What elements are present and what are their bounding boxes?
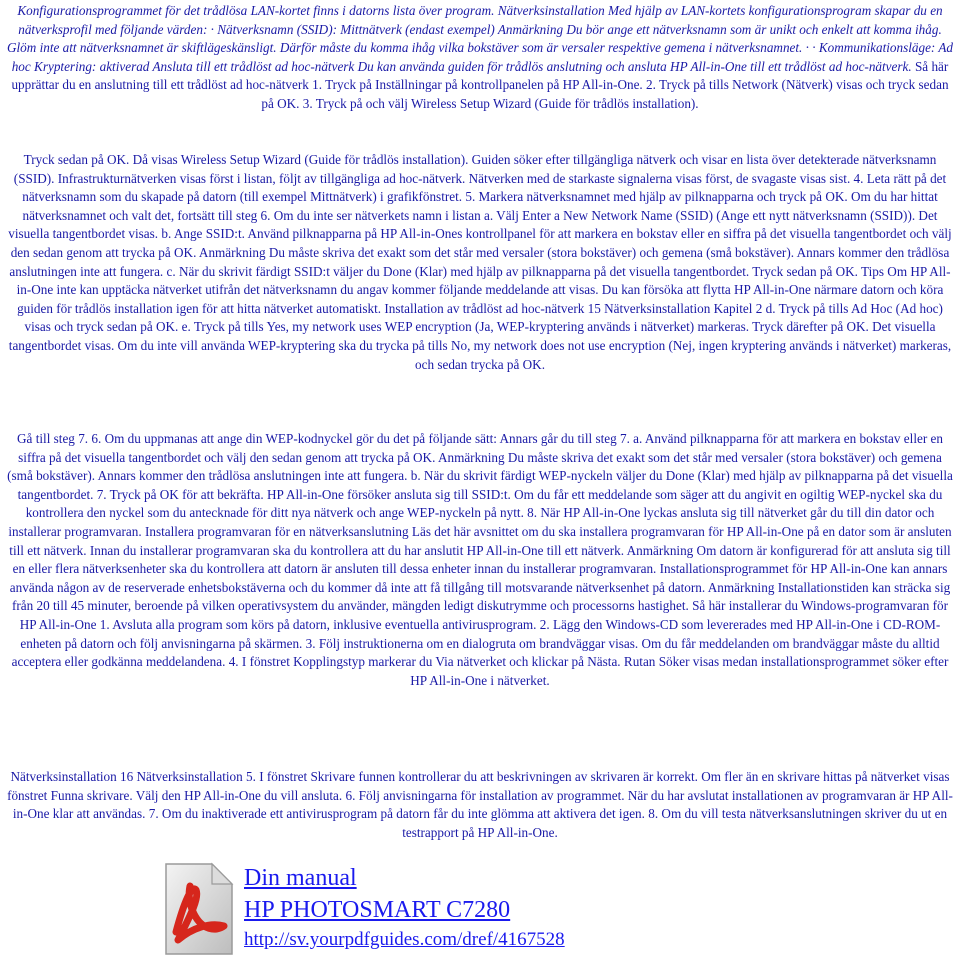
product-name-link[interactable]: HP PHOTOSMART C7280 xyxy=(244,897,511,923)
manual-link-block xyxy=(244,864,565,952)
footer-banner xyxy=(0,858,960,963)
paragraph-wireless-setup xyxy=(0,2,960,114)
manual-url-link[interactable]: http://sv.yourpdfguides.com/dref/4167528 xyxy=(244,929,565,950)
paragraph-wizard-steps xyxy=(0,151,960,374)
paragraph-text-segment: Tryck sedan på OK. Då visas Wireless Setup Wizard (Guide för trådlös installation). Guiden söker efter tillgängliga nätverk och visar en lista över detekterade nätverksnamn (SSID). Infrastrukturnätverken visas först i listan, följt av tillgängliga ad hoc-nätverk. Nätverken med de starkaste signalerna visas först, de svagaste visas sist. 4. Leta rätt på det nätverksnamn som du skapade på datorn (till exempel Mittnätverk) i grafikfönstret. 5. Markera nätverksnamnet med hjälp av pilknapparna och tryck på OK. Om du har hittat nätverksnamnet och valt det, fortsätt till steg 6. Om du inte ser nätverkets namn i listan a. Välj Enter a New Network Name (SSID) (Ange ett nytt nätverksnamn (SSID)). Det visuella tangentbordet visas. b. Ange SSID:t. Använd pilknapparna på HP All-in-Ones kontrollpanel för att markera en bokstav eller en siffra på det visuella tangentbordet och välj den sedan genom att trycka på OK. Anmärkning Du måste skriva det exakt som det står med versaler (stora bokstäver) och gemena (små bokstäver). Annars kommer den trådlösa anslutningen inte att fungera. c. När du skrivit färdigt SSID:t väljer du Done (Klar) med hjälp av pilknapparna på det visuella tangentbordet. Tryck sedan på OK. Tips Om HP All-in-One inte kan upptäcka nätverket utifrån det nätverksnamn du angav kommer följande meddelande att visas. Du kan försöka att flytta HP All-in-One närmare datorn och köra guiden för trådlös installation igen för att hitta nätverket automatiskt. Installation av trådlöst ad hoc-nätverk 15 Nätverksinstallation Kapitel 2 d. Tryck på tills Ad Hoc (Ad hoc) visas och tryck sedan på OK. e. Tryck på tills Yes, my network uses WEP encryption (Ja, WEP-kryptering används i nätverket) markeras. Tryck därefter på OK. Det visuella tangentbordet visas. Om du inte vill använda WEP-kryptering ska du trycka på tills No, my network does not use encryption (Nej, ingen kryptering används i nätverket) markeras, och sedan trycka på OK. xyxy=(8,152,952,372)
paragraph-text-segment: Nätverksinstallation Med hjälp av LAN-kortets konfigurationsprogram skapar du en nätverksprofil med följande värden: · Nätverksnamn (SSID): Mittnätverk (endast exempel) Anmärkning Du bör ange ett nätverksnamn som är unikt och enkelt att komma ihåg. Glöm inte att nätverksnamnet är skiftlägeskänsligt. Därför måste du komma ihåg vilka bokstäver som är versaler respektive gemena i nätverksnamnet. · · Kommunikationsläge: Ad hoc Kryptering: aktiverad Ansluta till ett trådlöst ad hoc-nätverk Du kan använda guiden för trådlös anslutning och ansluta HP All-in-One till ett trådlöst ad hoc-nätverk. xyxy=(6,3,954,74)
paragraph-wep-and-install xyxy=(0,430,960,690)
paragraph-text-segment: Konfigurationsprogrammet för det trådlösa LAN-kortet finns i datorns lista över program. xyxy=(17,3,495,18)
paragraph-text-segment: Så här upprättar du en anslutning till ett trådlöst ad hoc-nätverk 1. Tryck på Inställningar på kontrollpanelen på HP All-in-One. 2. Tryck på tills Network (Nätverk) visas och tryck sedan på OK. 3. Tryck på och välj Wireless Setup Wizard (Guide för trådlös installation). xyxy=(11,58,949,111)
paragraph-printer-found xyxy=(0,768,960,842)
paragraph-text-segment: Gå till steg 7. 6. Om du uppmanas att ange din WEP-kodnyckel gör du det på följande sätt: Annars går du till steg 7. a. Använd pilknapparna för att markera en bokstav eller en siffra på det visuella tangentbordet och välj den sedan genom att trycka på OK. Anmärkning Du måste skriva det exakt som det står med versaler (stora bokstäver) och gemena (små bokstäver). Annars kommer den trådlösa anslutningen inte att fungera. b. När du skrivit färdigt WEP-nyckeln väljer du Done (Klar) med hjälp av pilknapparna på det visuella tangentbordet. 7. Tryck på OK för att bekräfta. HP All-in-One försöker ansluta sig till SSID:t. Om du får ett meddelande som säger att du angivit en ogiltig WEP-nyckel ska du kontrollera den nyckel som du antecknade för ditt nya nätverk och ange WEP-nyckeln på nytt. 8. När HP All-in-One lyckas ansluta sig till nätverket går du till din dator och installerar programvaran. Installera programvaran för en nätverksanslutning Läs det här avsnittet om du ska installera programvaran för HP All-in-One på en dator som är ansluten till ett nätverk. Innan du installerar programvaran ska du kontrollera att du har anslutit HP All-in-One till ett nätverk. Anmärkning Om datorn är konfigurerad för att ansluta sig till en eller flera nätverksenheter ska du kontrollera att datorn är ansluten till dessa enheter innan du installerar programvaran. Installationsprogrammet för HP All-in-One kan annars använda någon av de reserverade enhetsbokstäverna och du kommer då inte att få tillgång till motsvarande nätverksenhet på datorn. Anmärkning Installationstiden kan sträcka sig från 20 till 45 minuter, beroende på vilken operativsystem du använder, mängden ledigt diskutrymme och processorns hastighet. Så här installerar du Windows-programvaran för HP All-in-One 1. Avsluta alla program som körs på datorn, inklusive eventuella antivirusprogram. 2. Lägg den Windows-CD som levererades med HP All-in-One i CD-ROM-enheten på datorn och följ anvisningarna på skärmen. 3. Följ instruktionerna om en dialogruta om brandväggar visas. Om du får meddelanden om brandväggar måste du alltid acceptera eller godkänna meddelandena. 4. I fönstret Kopplingstyp markerar du Via nätverket och klickar på Nästa. Rutan Söker visas medan installationsprogrammet söker efter HP All-in-One i nätverket. xyxy=(7,431,953,688)
manual-title-link[interactable]: Din manual xyxy=(244,865,357,891)
paragraph-text-segment: Nätverksinstallation 16 Nätverksinstallation 5. I fönstret Skrivare funnen kontrollerar du att beskrivningen av skrivaren är korrekt. Om fler än en skrivare hittas på nätverket visas fönstret Funna skrivare. Välj den HP All-in-One du vill ansluta. 6. Följ anvisningarna för installation av programmet. När du har avslutat installationen av programvaran är HP All-in-One klar att användas. 7. Om du inaktiverade ett antivirusprogram på datorn får du inte glömma att aktivera det igen. 8. Om du vill testa nätverksanslutningen skriver du ut en testrapport på HP All-in-One. xyxy=(7,769,953,840)
pdf-document-icon xyxy=(158,862,238,958)
